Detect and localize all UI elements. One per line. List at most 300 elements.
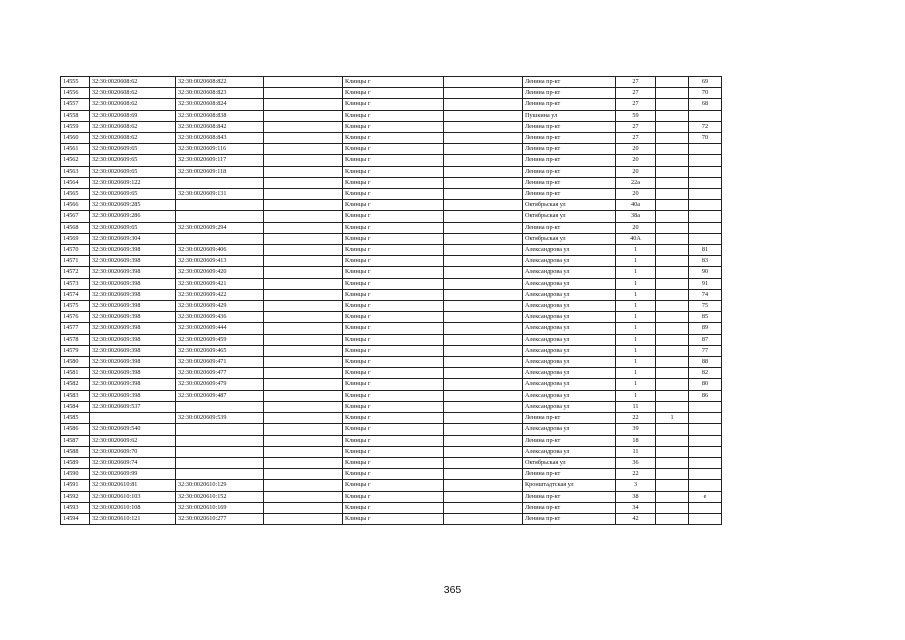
cell-empty-col-2 bbox=[444, 245, 523, 256]
cell-cadastral-object bbox=[176, 200, 264, 211]
cell-cadastral-object: 32:30:0020610:129 bbox=[176, 480, 264, 491]
cell-flat-number bbox=[689, 189, 722, 200]
cell-cadastral-parcel bbox=[90, 413, 176, 424]
cell-empty-col bbox=[264, 435, 343, 446]
table-row bbox=[61, 502, 722, 513]
cell-flat-number: 77 bbox=[689, 345, 722, 356]
cell-city: Клинцы г bbox=[343, 245, 444, 256]
cell-city: Клинцы г bbox=[343, 502, 444, 513]
cell-cadastral-object: 32:30:0020609:487 bbox=[176, 390, 264, 401]
cell-city: Клинцы г bbox=[343, 77, 444, 88]
cell-building-number bbox=[656, 491, 689, 502]
cell-cadastral-object: 32:30:0020609:465 bbox=[176, 345, 264, 356]
cell-house-number: 1 bbox=[616, 278, 656, 289]
cell-empty-col-2 bbox=[444, 323, 523, 334]
cell-flat-number: 72 bbox=[689, 121, 722, 132]
cell-flat-number: 91 bbox=[689, 278, 722, 289]
cell-building-number bbox=[656, 245, 689, 256]
cell-cadastral-object: 32:30:0020609:436 bbox=[176, 312, 264, 323]
cell-flat-number bbox=[689, 401, 722, 412]
cell-record-number: 14566 bbox=[61, 200, 90, 211]
cell-empty-col-2 bbox=[444, 222, 523, 233]
cell-cadastral-parcel: 32:30:0020609:65 bbox=[90, 144, 176, 155]
cell-house-number: 18 bbox=[616, 435, 656, 446]
table-row bbox=[61, 233, 722, 244]
cell-record-number: 14563 bbox=[61, 166, 90, 177]
cell-cadastral-parcel: 32:30:0020609:65 bbox=[90, 166, 176, 177]
cell-city: Клинцы г bbox=[343, 301, 444, 312]
cell-empty-col bbox=[264, 379, 343, 390]
cell-building-number bbox=[656, 289, 689, 300]
cell-cadastral-object bbox=[176, 233, 264, 244]
cell-city: Клинцы г bbox=[343, 379, 444, 390]
cell-building-number bbox=[656, 368, 689, 379]
cell-house-number: 1 bbox=[616, 357, 656, 368]
cell-house-number: 1 bbox=[616, 323, 656, 334]
cell-street: Кронштадтская ул bbox=[523, 480, 616, 491]
table-row bbox=[61, 289, 722, 300]
cell-building-number bbox=[656, 379, 689, 390]
table-row bbox=[61, 323, 722, 334]
cell-city: Клинцы г bbox=[343, 256, 444, 267]
cell-building-number bbox=[656, 334, 689, 345]
cell-building-number bbox=[656, 200, 689, 211]
cell-record-number: 14587 bbox=[61, 435, 90, 446]
table-row bbox=[61, 312, 722, 323]
cell-city: Клинцы г bbox=[343, 334, 444, 345]
cell-empty-col-2 bbox=[444, 121, 523, 132]
cell-house-number: 42 bbox=[616, 513, 656, 524]
cell-city: Клинцы г bbox=[343, 446, 444, 457]
cell-cadastral-object: 32:30:0020609:420 bbox=[176, 267, 264, 278]
cell-cadastral-parcel: 32:30:0020609:285 bbox=[90, 200, 176, 211]
cell-empty-col bbox=[264, 357, 343, 368]
cell-cadastral-parcel: 32:30:0020609:398 bbox=[90, 368, 176, 379]
cell-empty-col bbox=[264, 88, 343, 99]
cell-empty-col bbox=[264, 390, 343, 401]
cell-city: Клинцы г bbox=[343, 88, 444, 99]
cell-flat-number: 87 bbox=[689, 334, 722, 345]
cell-empty-col bbox=[264, 211, 343, 222]
cell-empty-col bbox=[264, 345, 343, 356]
cell-street: Ленина пр-кт bbox=[523, 155, 616, 166]
cell-city: Клинцы г bbox=[343, 480, 444, 491]
cell-city: Клинцы г bbox=[343, 312, 444, 323]
cell-house-number: 1 bbox=[616, 312, 656, 323]
cell-flat-number: 89 bbox=[689, 323, 722, 334]
cell-record-number: 14576 bbox=[61, 312, 90, 323]
cell-empty-col-2 bbox=[444, 211, 523, 222]
cell-house-number: 20 bbox=[616, 166, 656, 177]
cell-empty-col bbox=[264, 368, 343, 379]
cell-record-number: 14558 bbox=[61, 110, 90, 121]
table-row bbox=[61, 267, 722, 278]
cell-cadastral-object: 32:30:0020609:406 bbox=[176, 245, 264, 256]
cell-building-number bbox=[656, 121, 689, 132]
cell-record-number: 14565 bbox=[61, 189, 90, 200]
cell-city: Клинцы г bbox=[343, 278, 444, 289]
cell-empty-col-2 bbox=[444, 200, 523, 211]
cell-street: Ленина пр-кт bbox=[523, 166, 616, 177]
cell-empty-col-2 bbox=[444, 357, 523, 368]
cell-city: Клинцы г bbox=[343, 233, 444, 244]
cell-flat-number: 83 bbox=[689, 256, 722, 267]
cell-empty-col-2 bbox=[444, 77, 523, 88]
cell-building-number bbox=[656, 177, 689, 188]
cell-city: Клинцы г bbox=[343, 166, 444, 177]
cell-street: Ленина пр-кт bbox=[523, 469, 616, 480]
table-row bbox=[61, 166, 722, 177]
table-row bbox=[61, 110, 722, 121]
cell-city: Клинцы г bbox=[343, 211, 444, 222]
cell-cadastral-object: 32:30:0020608:823 bbox=[176, 88, 264, 99]
cell-empty-col bbox=[264, 77, 343, 88]
cell-city: Клинцы г bbox=[343, 144, 444, 155]
cell-record-number: 14568 bbox=[61, 222, 90, 233]
cell-house-number: 1 bbox=[616, 301, 656, 312]
cell-empty-col bbox=[264, 289, 343, 300]
cell-flat-number bbox=[689, 200, 722, 211]
cell-flat-number: 88 bbox=[689, 357, 722, 368]
cell-empty-col-2 bbox=[444, 312, 523, 323]
cell-house-number: 3 bbox=[616, 480, 656, 491]
table-row bbox=[61, 401, 722, 412]
cell-flat-number bbox=[689, 469, 722, 480]
cell-city: Клинцы г bbox=[343, 200, 444, 211]
cell-record-number: 14577 bbox=[61, 323, 90, 334]
cell-house-number: 11 bbox=[616, 401, 656, 412]
cell-house-number: 1 bbox=[616, 267, 656, 278]
cell-cadastral-parcel: 32:30:0020609:74 bbox=[90, 457, 176, 468]
cell-empty-col-2 bbox=[444, 110, 523, 121]
cell-flat-number bbox=[689, 413, 722, 424]
cell-cadastral-parcel: 32:30:0020609:398 bbox=[90, 323, 176, 334]
cell-empty-col-2 bbox=[444, 513, 523, 524]
cell-building-number bbox=[656, 457, 689, 468]
cell-record-number: 14570 bbox=[61, 245, 90, 256]
cell-street: Александрова ул bbox=[523, 245, 616, 256]
cell-house-number: 40А bbox=[616, 233, 656, 244]
cell-flat-number bbox=[689, 502, 722, 513]
cell-cadastral-object: 32:30:0020609:131 bbox=[176, 189, 264, 200]
cell-street: Александрова ул bbox=[523, 390, 616, 401]
cell-street: Александрова ул bbox=[523, 256, 616, 267]
cell-empty-col bbox=[264, 222, 343, 233]
cell-record-number: 14571 bbox=[61, 256, 90, 267]
cell-cadastral-object: 32:30:0020609:421 bbox=[176, 278, 264, 289]
cell-cadastral-object bbox=[176, 457, 264, 468]
cell-building-number bbox=[656, 155, 689, 166]
cell-flat-number: 68 bbox=[689, 99, 722, 110]
cell-street: Александрова ул bbox=[523, 334, 616, 345]
cell-flat-number bbox=[689, 424, 722, 435]
cell-street: Ленина пр-кт bbox=[523, 222, 616, 233]
cell-cadastral-object: 32:30:0020609:118 bbox=[176, 166, 264, 177]
table-row bbox=[61, 211, 722, 222]
cell-house-number: 1 bbox=[616, 245, 656, 256]
cell-street: Ленина пр-кт bbox=[523, 177, 616, 188]
cell-cadastral-object: 32:30:0020610:277 bbox=[176, 513, 264, 524]
cell-flat-number bbox=[689, 513, 722, 524]
table-row bbox=[61, 413, 722, 424]
cell-record-number: 14586 bbox=[61, 424, 90, 435]
cell-building-number bbox=[656, 301, 689, 312]
cell-flat-number bbox=[689, 177, 722, 188]
cell-cadastral-object: 32:30:0020608:838 bbox=[176, 110, 264, 121]
cell-city: Клинцы г bbox=[343, 323, 444, 334]
cell-flat-number bbox=[689, 435, 722, 446]
cell-cadastral-parcel: 32:30:0020608:62 bbox=[90, 121, 176, 132]
cell-house-number: 1 bbox=[616, 256, 656, 267]
cell-empty-col bbox=[264, 99, 343, 110]
cell-record-number: 14572 bbox=[61, 267, 90, 278]
table-row bbox=[61, 446, 722, 457]
cell-flat-number: е bbox=[689, 491, 722, 502]
cell-street: Александрова ул bbox=[523, 446, 616, 457]
cell-house-number: 38а bbox=[616, 211, 656, 222]
cell-street: Александрова ул bbox=[523, 278, 616, 289]
cell-building-number bbox=[656, 278, 689, 289]
cell-building-number bbox=[656, 267, 689, 278]
cell-record-number: 14562 bbox=[61, 155, 90, 166]
cell-flat-number bbox=[689, 446, 722, 457]
cell-empty-col bbox=[264, 513, 343, 524]
cell-empty-col-2 bbox=[444, 177, 523, 188]
cell-street: Ленина пр-кт bbox=[523, 144, 616, 155]
cell-house-number: 27 bbox=[616, 88, 656, 99]
table-row bbox=[61, 144, 722, 155]
cell-empty-col-2 bbox=[444, 345, 523, 356]
cell-empty-col bbox=[264, 189, 343, 200]
cell-flat-number: 74 bbox=[689, 289, 722, 300]
cell-building-number bbox=[656, 401, 689, 412]
cell-city: Клинцы г bbox=[343, 222, 444, 233]
table-row bbox=[61, 368, 722, 379]
cell-empty-col-2 bbox=[444, 155, 523, 166]
cell-cadastral-parcel: 32:30:0020609:398 bbox=[90, 357, 176, 368]
cell-cadastral-parcel: 32:30:0020609:65 bbox=[90, 222, 176, 233]
table-row bbox=[61, 133, 722, 144]
cell-flat-number: 70 bbox=[689, 88, 722, 99]
cell-cadastral-object: 32:30:0020609:477 bbox=[176, 368, 264, 379]
cell-cadastral-parcel: 32:30:0020609:398 bbox=[90, 301, 176, 312]
cell-record-number: 14557 bbox=[61, 99, 90, 110]
cell-cadastral-object bbox=[176, 211, 264, 222]
cell-flat-number: 90 bbox=[689, 267, 722, 278]
cell-flat-number bbox=[689, 211, 722, 222]
cell-building-number bbox=[656, 469, 689, 480]
cell-empty-col bbox=[264, 144, 343, 155]
cell-house-number: 11 bbox=[616, 446, 656, 457]
cell-city: Клинцы г bbox=[343, 189, 444, 200]
cell-street: Ленина пр-кт bbox=[523, 189, 616, 200]
cell-house-number: 1 bbox=[616, 379, 656, 390]
cell-cadastral-object: 32:30:0020608:824 bbox=[176, 99, 264, 110]
cell-empty-col-2 bbox=[444, 267, 523, 278]
table-row bbox=[61, 491, 722, 502]
cell-empty-col bbox=[264, 177, 343, 188]
cell-cadastral-parcel: 32:30:0020609:398 bbox=[90, 289, 176, 300]
cell-cadastral-parcel: 32:30:0020608:62 bbox=[90, 99, 176, 110]
cell-cadastral-object: 32:30:0020609:471 bbox=[176, 357, 264, 368]
table-row bbox=[61, 177, 722, 188]
cell-cadastral-object: 32:30:0020609:116 bbox=[176, 144, 264, 155]
cell-street: Александрова ул bbox=[523, 312, 616, 323]
cell-building-number bbox=[656, 357, 689, 368]
table-row bbox=[61, 189, 722, 200]
cell-house-number: 20 bbox=[616, 222, 656, 233]
cell-street: Ленина пр-кт bbox=[523, 491, 616, 502]
cell-building-number bbox=[656, 446, 689, 457]
cell-building-number bbox=[656, 513, 689, 524]
table-row bbox=[61, 457, 722, 468]
cell-building-number bbox=[656, 502, 689, 513]
cell-house-number: 59 bbox=[616, 110, 656, 121]
cell-street: Александрова ул bbox=[523, 401, 616, 412]
cell-flat-number: 70 bbox=[689, 133, 722, 144]
cell-record-number: 14580 bbox=[61, 357, 90, 368]
cell-flat-number: 81 bbox=[689, 245, 722, 256]
cell-city: Клинцы г bbox=[343, 345, 444, 356]
table-row bbox=[61, 121, 722, 132]
cell-city: Клинцы г bbox=[343, 110, 444, 121]
cell-empty-col bbox=[264, 323, 343, 334]
cell-empty-col bbox=[264, 245, 343, 256]
cell-record-number: 14585 bbox=[61, 413, 90, 424]
cell-record-number: 14583 bbox=[61, 390, 90, 401]
cell-cadastral-parcel: 32:30:0020609:398 bbox=[90, 379, 176, 390]
cell-building-number bbox=[656, 323, 689, 334]
registry-table bbox=[60, 76, 722, 525]
cell-empty-col bbox=[264, 267, 343, 278]
cell-cadastral-parcel: 32:30:0020608:62 bbox=[90, 88, 176, 99]
cell-cadastral-parcel: 32:30:0020610:121 bbox=[90, 513, 176, 524]
cell-cadastral-object bbox=[176, 446, 264, 457]
cell-empty-col-2 bbox=[444, 435, 523, 446]
cell-cadastral-object: 32:30:0020610:169 bbox=[176, 502, 264, 513]
cell-record-number: 14589 bbox=[61, 457, 90, 468]
cell-empty-col-2 bbox=[444, 424, 523, 435]
cell-street: Октябрьская ул bbox=[523, 233, 616, 244]
table-body bbox=[61, 77, 722, 525]
cell-street: Александрова ул bbox=[523, 267, 616, 278]
cell-building-number bbox=[656, 390, 689, 401]
table-row bbox=[61, 256, 722, 267]
cell-city: Клинцы г bbox=[343, 368, 444, 379]
cell-record-number: 14593 bbox=[61, 502, 90, 513]
table-row bbox=[61, 469, 722, 480]
cell-cadastral-object bbox=[176, 177, 264, 188]
cell-cadastral-object: 32:30:0020609:479 bbox=[176, 379, 264, 390]
cell-record-number: 14590 bbox=[61, 469, 90, 480]
cell-record-number: 14555 bbox=[61, 77, 90, 88]
cell-empty-col bbox=[264, 469, 343, 480]
cell-record-number: 14581 bbox=[61, 368, 90, 379]
cell-building-number bbox=[656, 99, 689, 110]
cell-empty-col-2 bbox=[444, 189, 523, 200]
cell-building-number: 1 bbox=[656, 413, 689, 424]
cell-cadastral-parcel: 32:30:0020609:398 bbox=[90, 278, 176, 289]
cell-empty-col bbox=[264, 334, 343, 345]
cell-building-number bbox=[656, 256, 689, 267]
cell-house-number: 20 bbox=[616, 189, 656, 200]
cell-empty-col bbox=[264, 446, 343, 457]
cell-house-number: 27 bbox=[616, 121, 656, 132]
cell-cadastral-parcel: 32:30:0020608:62 bbox=[90, 77, 176, 88]
cell-cadastral-object: 32:30:0020608:822 bbox=[176, 77, 264, 88]
cell-street: Александрова ул bbox=[523, 424, 616, 435]
cell-cadastral-parcel: 32:30:0020609:537 bbox=[90, 401, 176, 412]
cell-street: Ленина пр-кт bbox=[523, 502, 616, 513]
cell-cadastral-object bbox=[176, 435, 264, 446]
cell-empty-col bbox=[264, 121, 343, 132]
cell-house-number: 1 bbox=[616, 368, 656, 379]
cell-cadastral-parcel: 32:30:0020609:65 bbox=[90, 155, 176, 166]
cell-cadastral-object: 32:30:0020609:294 bbox=[176, 222, 264, 233]
cell-street: Ленина пр-кт bbox=[523, 99, 616, 110]
cell-house-number: 36 bbox=[616, 457, 656, 468]
cell-cadastral-parcel: 32:30:0020609:70 bbox=[90, 446, 176, 457]
cell-house-number: 1 bbox=[616, 390, 656, 401]
cell-cadastral-parcel: 32:30:0020610:81 bbox=[90, 480, 176, 491]
cell-empty-col-2 bbox=[444, 99, 523, 110]
cell-city: Клинцы г bbox=[343, 267, 444, 278]
cell-flat-number: 86 bbox=[689, 390, 722, 401]
cell-flat-number bbox=[689, 166, 722, 177]
cell-city: Клинцы г bbox=[343, 491, 444, 502]
cell-house-number: 20 bbox=[616, 155, 656, 166]
cell-record-number: 14578 bbox=[61, 334, 90, 345]
cell-empty-col-2 bbox=[444, 491, 523, 502]
cell-cadastral-object: 32:30:0020608:843 bbox=[176, 133, 264, 144]
cell-building-number bbox=[656, 211, 689, 222]
cell-street: Ленина пр-кт bbox=[523, 413, 616, 424]
cell-empty-col-2 bbox=[444, 480, 523, 491]
cell-house-number: 22а bbox=[616, 177, 656, 188]
cell-empty-col bbox=[264, 413, 343, 424]
cell-empty-col bbox=[264, 200, 343, 211]
cell-house-number: 27 bbox=[616, 133, 656, 144]
cell-building-number bbox=[656, 88, 689, 99]
cell-house-number: 1 bbox=[616, 345, 656, 356]
cell-flat-number: 80 bbox=[689, 379, 722, 390]
cell-empty-col bbox=[264, 256, 343, 267]
cell-empty-col-2 bbox=[444, 413, 523, 424]
cell-street: Ленина пр-кт bbox=[523, 435, 616, 446]
table-row bbox=[61, 345, 722, 356]
cell-street: Октябрьская ул bbox=[523, 457, 616, 468]
cell-record-number: 14561 bbox=[61, 144, 90, 155]
cell-cadastral-object: 32:30:0020609:413 bbox=[176, 256, 264, 267]
cell-record-number: 14594 bbox=[61, 513, 90, 524]
cell-house-number: 22 bbox=[616, 469, 656, 480]
cell-cadastral-object: 32:30:0020609:422 bbox=[176, 289, 264, 300]
cell-record-number: 14591 bbox=[61, 480, 90, 491]
cell-empty-col bbox=[264, 401, 343, 412]
cell-record-number: 14579 bbox=[61, 345, 90, 356]
cell-cadastral-object: 32:30:0020609:459 bbox=[176, 334, 264, 345]
cell-record-number: 14588 bbox=[61, 446, 90, 457]
cell-street: Ленина пр-кт bbox=[523, 133, 616, 144]
cell-street: Александрова ул bbox=[523, 357, 616, 368]
cell-empty-col bbox=[264, 155, 343, 166]
cell-cadastral-parcel: 32:30:0020610:108 bbox=[90, 502, 176, 513]
cell-building-number bbox=[656, 222, 689, 233]
cell-flat-number bbox=[689, 457, 722, 468]
cell-empty-col-2 bbox=[444, 278, 523, 289]
cell-house-number: 1 bbox=[616, 334, 656, 345]
cell-street: Александрова ул bbox=[523, 368, 616, 379]
